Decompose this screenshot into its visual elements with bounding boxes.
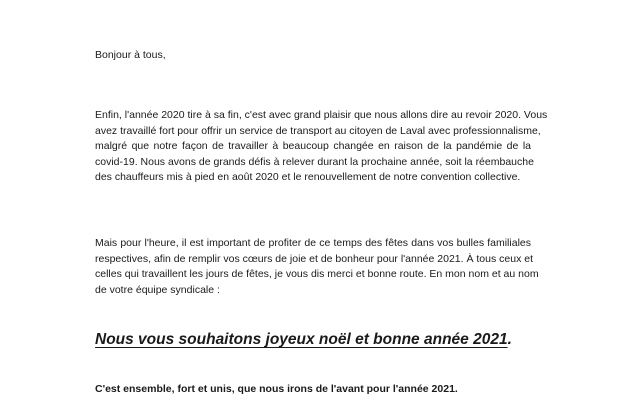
holiday-wish-text: Nous vous souhaitons joyeux noël et bonne année 2021 — [95, 331, 508, 348]
paragraph-line: Mais pour l'heure, il est important de profiter de ce temps des fêtes dans vos bulles familiales — [95, 237, 531, 249]
paragraph-1 — [95, 108, 548, 186]
paragraph-2 — [95, 236, 539, 298]
paragraph-line: covid-19. Nous avons de grands défis à relever durant la prochaine année, soit la réembauche — [95, 155, 534, 168]
paragraph-line: malgré que notre façon de travailler à beaucoup changée en raison de la pandémie de la — [95, 140, 531, 152]
greeting: Bonjour à tous, — [95, 49, 166, 61]
paragraph-line: Enfin, l'année 2020 tire à sa fin, c'est avec grand plaisir que nous allons dire au revoir 2020. Vous — [95, 109, 548, 121]
paragraph-line: celles qui travaillent les jours de fêtes, je vous dis merci et bonne route. En mon nom et au nom — [95, 268, 539, 280]
paragraph-line: respectives, afin de remplir vos cœurs de joie et de bonheur pour l'année 2021. À tous ceux et — [95, 252, 534, 265]
holiday-wish-period: . — [507, 331, 512, 348]
paragraph-line: de votre équipe syndicale : — [95, 283, 220, 296]
paragraph-line: des chauffeurs mis à pied en août 2020 et le renouvellement de notre convention collective. — [95, 171, 521, 183]
paragraph-line: avez travaillé fort pour offrir un service de transport au citoyen de Laval avec professionnalisme, — [95, 124, 541, 137]
holiday-wish — [95, 330, 512, 350]
closing-line: C'est ensemble, fort et unis, que nous irons de l'avant pour l'année 2021. — [95, 383, 458, 395]
